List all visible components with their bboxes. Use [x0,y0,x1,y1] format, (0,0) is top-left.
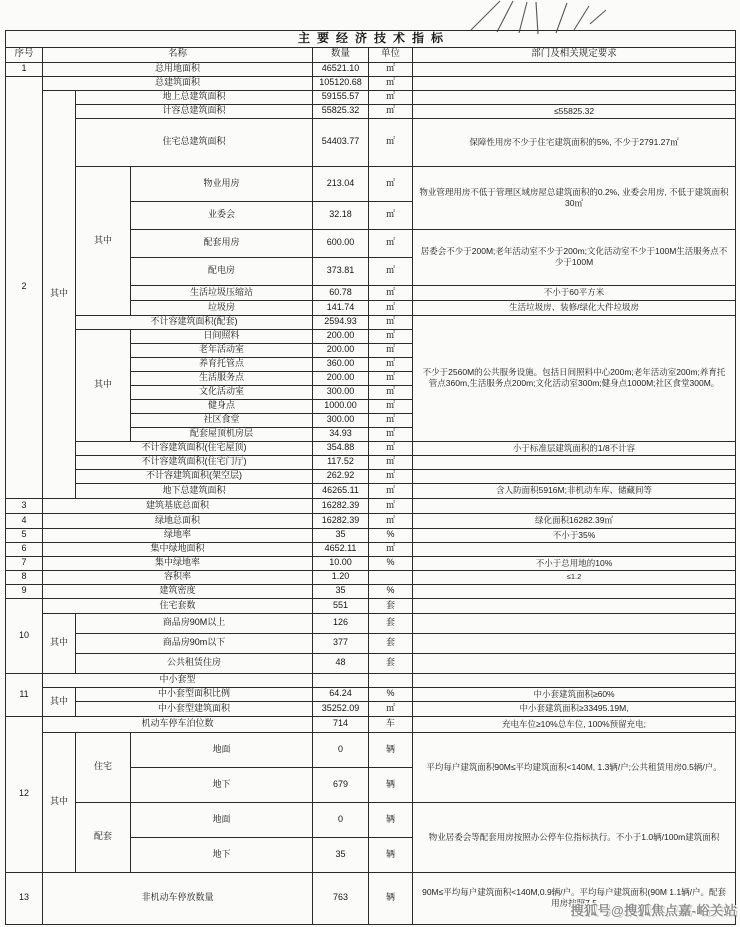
table-row [6,315,736,329]
remark-cell: 中小套建筑面积≥60% [413,687,736,701]
remark-cell [413,76,736,90]
table-cell: 354.88 [313,441,369,455]
table-cell: 绿地率 [43,528,313,542]
table-cell: ㎡ [369,118,413,166]
table-row [6,732,736,767]
table-cell: ㎡ [369,104,413,118]
table-cell: 文化活动室 [131,385,313,399]
table-cell: 辆 [369,837,413,872]
table-cell: ㎡ [369,413,413,427]
table-cell [369,570,413,584]
table-cell: 总建筑面积 [43,76,313,90]
table-cell: 车 [369,716,413,732]
table-cell: 59155.57 [313,90,369,104]
table-cell: 32.18 [313,201,369,229]
table-row [6,701,736,716]
table-cell: 34.93 [313,427,369,441]
remark-cell: 小于标准层建筑面积的1/8不计容 [413,441,736,455]
table-cell: 其中 [43,732,76,872]
table-cell: 容积率 [43,570,313,584]
table-cell: 绿地总面积 [43,513,313,528]
table-cell: 5 [6,528,43,542]
table-cell: 地面 [131,802,313,837]
table-cell: 垃圾房 [131,300,313,315]
table-cell: ㎡ [369,399,413,413]
table-cell: 地下 [131,767,313,802]
table-cell: 不计容建筑面积(配套) [76,315,313,329]
table-cell: 套 [369,613,413,633]
table-cell: 商品房90m以下 [76,633,313,653]
remark-cell: 不小于35% [413,528,736,542]
table-cell: 其中 [76,329,131,441]
table-cell: 60.78 [313,285,369,300]
table-cell: 建筑密度 [43,584,313,598]
table-cell: 机动车停车泊位数 [43,716,313,732]
remark-cell: 保障性用房不少于住宅建筑面积的5%, 不少于2791.27㎡ [413,118,736,166]
table-cell: 生活垃圾压缩站 [131,285,313,300]
table-row [6,716,736,732]
remark-cell: 物业管理用房不低于管理区域房屋总建筑面积的0.2%, 业委会用房, 不低于建筑面积30㎡ [413,166,736,229]
table-cell: 地下 [131,837,313,872]
remark-cell [413,598,736,613]
table-cell: 0 [313,732,369,767]
table-cell [369,673,413,687]
remark-cell: 90M≤平均每户建筑面积<140M,0.9辆/户。平均每户建筑面积(90M 1.1辆/户。配套用房按照7.5 [413,872,736,924]
table-cell: 不计容建筑面积(架空层) [76,469,313,483]
table-cell: 105120.68 [313,76,369,90]
table-cell: ㎡ [369,498,413,513]
remark-cell [413,498,736,513]
table-cell: 1.20 [313,570,369,584]
table-row [6,118,736,166]
column-header: 数量 [313,47,369,62]
table-cell: 600.00 [313,229,369,257]
watermark: 搜狐号@搜狐焦点嘉-峪关站 [570,903,737,918]
table-cell: ㎡ [369,201,413,229]
remark-cell: 含人防面积5916M;非机动车库、储藏间等 [413,483,736,498]
table-row [6,166,736,201]
remark-cell: 中小套建筑面积≥33495.19M, [413,701,736,716]
table-cell: ㎡ [369,385,413,399]
remark-cell [413,653,736,673]
table-row [6,613,736,633]
remark-cell: 生活垃圾房、装修/绿化大件垃圾房 [413,300,736,315]
table-cell: 配套用房 [131,229,313,257]
table-cell: ㎡ [369,315,413,329]
table-cell: 35252.09 [313,701,369,716]
table-cell: 679 [313,767,369,802]
table-cell: % [369,584,413,598]
indicators-table [5,30,736,925]
table-cell: 中小套型 [43,673,313,687]
table-cell: 8 [6,570,43,584]
table-cell: ㎡ [369,166,413,201]
table-cell: 300.00 [313,413,369,427]
table-cell: 13 [6,872,43,924]
column-header: 单位 [369,47,413,62]
table-cell: 生活服务点 [131,371,313,385]
table-cell [313,673,369,687]
table-cell: 200.00 [313,329,369,343]
table-row [6,673,736,687]
table-cell: 117.52 [313,455,369,469]
table-cell: ㎡ [369,300,413,315]
table-cell: 16282.39 [313,513,369,528]
table-cell: 中小套型建筑面积 [76,701,313,716]
table-cell: 不计容建筑面积(住宅屋顶) [76,441,313,455]
table-cell: ㎡ [369,441,413,455]
remark-cell: 不少于2560M的公共服务设施。包括日间照料中心200m;老年活动室200m;养育托管点360m,生活服务点200m;文化活动室300m;健身点1000M;社区食堂300M。 [413,315,736,441]
table-cell: 126 [313,613,369,633]
table-cell: 健身点 [131,399,313,413]
table-cell: 64.24 [313,687,369,701]
table-cell: 12 [6,716,43,872]
remark-cell [413,90,736,104]
table-cell: % [369,556,413,570]
table-cell: ㎡ [369,469,413,483]
table-cell: 其中 [43,613,76,673]
table-cell: % [369,687,413,701]
table-row [6,62,736,76]
table-row [6,802,736,837]
table-row [6,513,736,528]
table-cell: 集中绿地面积 [43,542,313,556]
table-cell: 计容总建筑面积 [76,104,313,118]
table-row [6,441,736,455]
table-cell: 套 [369,653,413,673]
column-header: 名称 [43,47,313,62]
table-row [6,584,736,598]
table-cell: ㎡ [369,343,413,357]
table-cell: 物业用房 [131,166,313,201]
table-cell: 763 [313,872,369,924]
sketch-lines-decoration [0,0,740,34]
table-cell: 其中 [43,687,76,716]
table-cell: 360.00 [313,357,369,371]
table-cell: 辆 [369,872,413,924]
table-cell: 300.00 [313,385,369,399]
remark-cell [413,469,736,483]
table-cell: 套 [369,598,413,613]
table-cell: ㎡ [369,229,413,257]
table-cell: 养育托管点 [131,357,313,371]
table-cell: 6 [6,542,43,556]
table-row [6,90,736,104]
remark-cell: 不小于总用地的10% [413,556,736,570]
table-cell: ㎡ [369,357,413,371]
table-cell: 2 [6,76,43,498]
table-cell: 4652.11 [313,542,369,556]
remark-cell [413,455,736,469]
table-cell: 3 [6,498,43,513]
table-cell: 配电房 [131,257,313,285]
table-cell: 48 [313,653,369,673]
remark-cell [413,584,736,598]
table-cell: 地上总建筑面积 [76,90,313,104]
table-cell: 262.92 [313,469,369,483]
table-cell: ㎡ [369,76,413,90]
table-cell: 1 [6,62,43,76]
table-cell: 老年活动室 [131,343,313,357]
table-cell: 46265.11 [313,483,369,498]
table-cell: 中小套型面积比例 [76,687,313,701]
remark-cell: ≤55825.32 [413,104,736,118]
remark-cell [413,633,736,653]
table-title: 主要经济技术指标 [6,31,736,48]
remark-cell [413,542,736,556]
remark-cell: 平均每户建筑面积90M≤平均建筑面积<140M, 1.3辆/户;公共租赁用房0.5辆/户。 [413,732,736,802]
remark-cell: 充电车位≥10%总车位, 100%预留充电; [413,716,736,732]
document-sheet [5,30,736,925]
table-cell: 16282.39 [313,498,369,513]
table-cell: 社区食堂 [131,413,313,427]
table-row [6,455,736,469]
table-cell: 建筑基底总面积 [43,498,313,513]
table-row [6,598,736,613]
table-cell: ㎡ [369,542,413,556]
table-cell: 10 [6,598,43,673]
table-cell: 35 [313,528,369,542]
table-row [6,570,736,584]
table-cell: 日间照料 [131,329,313,343]
remark-cell: 居委会不少于200M;老年活动室不少于200m;文化活动室不少于100M生活服务点不少于100M [413,229,736,285]
table-cell: 集中绿地率 [43,556,313,570]
table-cell: 地面 [131,732,313,767]
remark-cell [413,673,736,687]
table-cell: 公共租赁住房 [76,653,313,673]
table-cell: 辆 [369,732,413,767]
table-row [6,556,736,570]
table-row [6,104,736,118]
table-cell: 200.00 [313,343,369,357]
table-cell: 配套 [76,802,131,872]
remark-cell [413,613,736,633]
table-cell: 9 [6,584,43,598]
table-cell: 35 [313,837,369,872]
table-cell: 4 [6,513,43,528]
table-cell: 55825.32 [313,104,369,118]
column-header: 序号 [6,47,43,62]
remark-cell: 不小于60平方米 [413,285,736,300]
table-row [6,633,736,653]
table-cell: ㎡ [369,455,413,469]
table-row [6,542,736,556]
column-header: 部门及相关规定要求 [413,47,736,62]
table-cell: 141.74 [313,300,369,315]
table-cell: 商品房90M以上 [76,613,313,633]
table-cell: ㎡ [369,285,413,300]
table-cell: 213.04 [313,166,369,201]
table-cell: 0 [313,802,369,837]
table-cell: 不计容建筑面积(住宅门厅) [76,455,313,469]
table-cell: 辆 [369,767,413,802]
table-cell: ㎡ [369,371,413,385]
table-row [6,653,736,673]
table-cell: ㎡ [369,427,413,441]
table-cell: 11 [6,673,43,716]
table-row [6,76,736,90]
table-cell: 714 [313,716,369,732]
title-row [6,31,736,48]
table-cell: ㎡ [369,483,413,498]
table-cell: 10.00 [313,556,369,570]
table-cell: 住宅套数 [43,598,313,613]
table-cell: 200.00 [313,371,369,385]
table-cell: 辆 [369,802,413,837]
table-cell: 总用地面积 [43,62,313,76]
table-cell: ㎡ [369,62,413,76]
table-cell: 套 [369,633,413,653]
table-row [6,483,736,498]
remark-cell: 绿化面积16282.39㎡ [413,513,736,528]
table-cell: 配套屋顶机房层 [131,427,313,441]
table-row [6,528,736,542]
table-cell: ㎡ [369,90,413,104]
table-cell: 其中 [43,90,76,498]
table-cell: 2594.93 [313,315,369,329]
table-cell: 54403.77 [313,118,369,166]
remark-cell: 物业居委会等配套用房按照办公停车位指标执行。不小于1.0辆/100m建筑面积 [413,802,736,872]
table-cell: 1000.00 [313,399,369,413]
table-cell: 其中 [76,166,131,315]
remark-cell [413,62,736,76]
table-cell: 373.81 [313,257,369,285]
table-cell: ㎡ [369,513,413,528]
table-cell: 377 [313,633,369,653]
header-row [6,47,736,62]
table-cell: 地下总建筑面积 [76,483,313,498]
table-cell: 住宅总建筑面积 [76,118,313,166]
table-cell: 非机动车停放数量 [43,872,313,924]
table-row [6,498,736,513]
table-cell: 35 [313,584,369,598]
table-row [6,687,736,701]
table-cell: 551 [313,598,369,613]
table-cell: ㎡ [369,257,413,285]
table-cell: ㎡ [369,701,413,716]
table-cell: 7 [6,556,43,570]
table-cell: % [369,528,413,542]
table-cell: 业委会 [131,201,313,229]
remark-cell: ≤1.2 [413,570,736,584]
table-cell: 46521.10 [313,62,369,76]
table-cell: ㎡ [369,329,413,343]
table-row [6,469,736,483]
table-cell: 住宅 [76,732,131,802]
